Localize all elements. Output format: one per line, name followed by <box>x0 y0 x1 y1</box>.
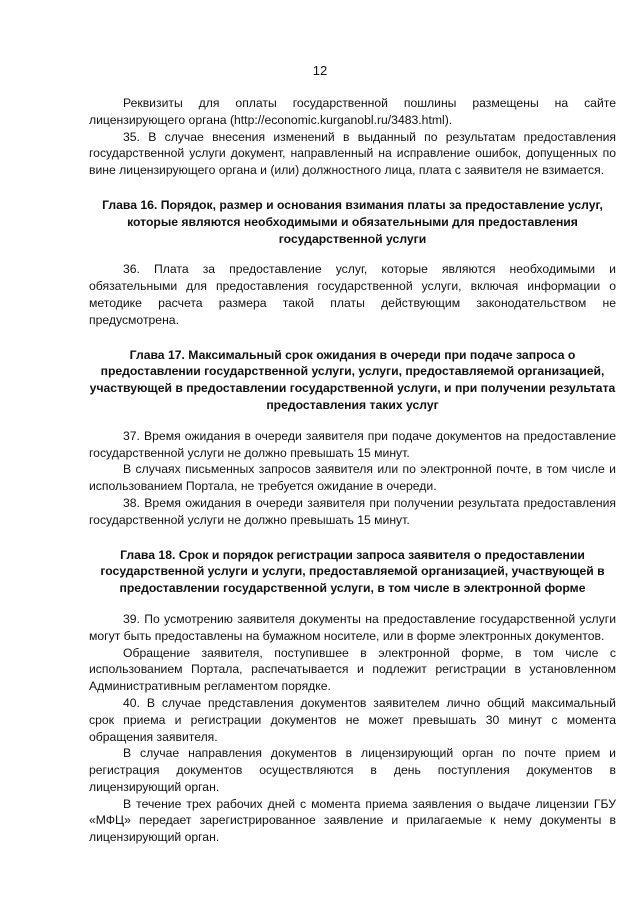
paragraph-37: 37. Время ожидания в очереди заявителя при подаче документов на предоставление государственной услуги не должно превышать 15 минут. <box>89 428 616 460</box>
paragraph: В течение трех рабочих дней с момента приема заявления о выдаче лицензии ГБУ «МФЦ» передает зарегистрированное заявление и прилагаемые к нему документы в лицензирующий орган. <box>89 796 616 845</box>
chapter-17-heading: Глава 17. Максимальный срок ожидания в очереди при подаче запроса о предоставлении государственной услуги, услуги, предоставляемой организацией, участвующей в предоставлении государственной услуги, и при получении результата предоставления таких услуг <box>89 347 616 412</box>
paragraph: Реквизиты для оплаты государственной пошлины размещены на сайте лицензирующего органа (http://economic.kurganobl.ru/3483.html). <box>89 96 616 127</box>
paragraph-36: 36. Плата за предоставление услуг, которые являются необходимыми и обязательными для предоставления государственной услуги, включая информации о методике расчета размера такой платы действующим законодательством не предусмотрена. <box>89 262 616 327</box>
chapter-16-heading: Глава 16. Порядок, размер и основания взимания платы за предоставление услуг, которые являются необходимыми и обязательными для предоставления государственной услуги <box>102 197 603 246</box>
paragraph: В случае направления документов в лицензирующий орган по почте прием и регистрация документов осуществляются в день поступления документов в лицензирующий орган. <box>89 746 616 794</box>
paragraph-38: 38. Время ожидания в очереди заявителя при получении результата предоставления государственной услуги не должно превышать 15 минут. <box>89 495 616 527</box>
paragraph-40: 40. В случае представления документов заявителем лично общий максимальный срок приема и регистрации документов не может превышать 30 минут с момента обращения заявителя. <box>89 695 616 744</box>
document-body <box>89 95 616 846</box>
page-number: 12 <box>312 63 328 78</box>
paragraph: Обращение заявителя, поступившее в электронной форме, в том числе с использованием Портала, распечатывается и подлежит регистрации в установленном Административным регламентом порядке. <box>89 645 616 694</box>
chapter-18-heading: Глава 18. Срок и порядок регистрации запроса заявителя о предоставлении государственной услуги и услуги, предоставляемой организацией, участвующей в предоставлении государственной услуги, в том числе в электронной форме <box>100 547 605 596</box>
paragraph-35: 35. В случае внесения изменений в выданный по результатам предоставления государственной услуги документ, направленный на исправление ошибок, допущенных по вине лицензирующего органа и (или) должностного лица, плата с заявителя не взимается. <box>89 129 616 178</box>
paragraph: В случаях письменных запросов заявителя или по электронной почте, в том числе и использованием Портала, не требуется ожидание в очереди. <box>89 462 616 494</box>
paragraph-39: 39. По усмотрению заявителя документы на предоставление государственной услуги могут быть предоставлены на бумажном носителе, или в форме электронных документов. <box>89 611 616 643</box>
